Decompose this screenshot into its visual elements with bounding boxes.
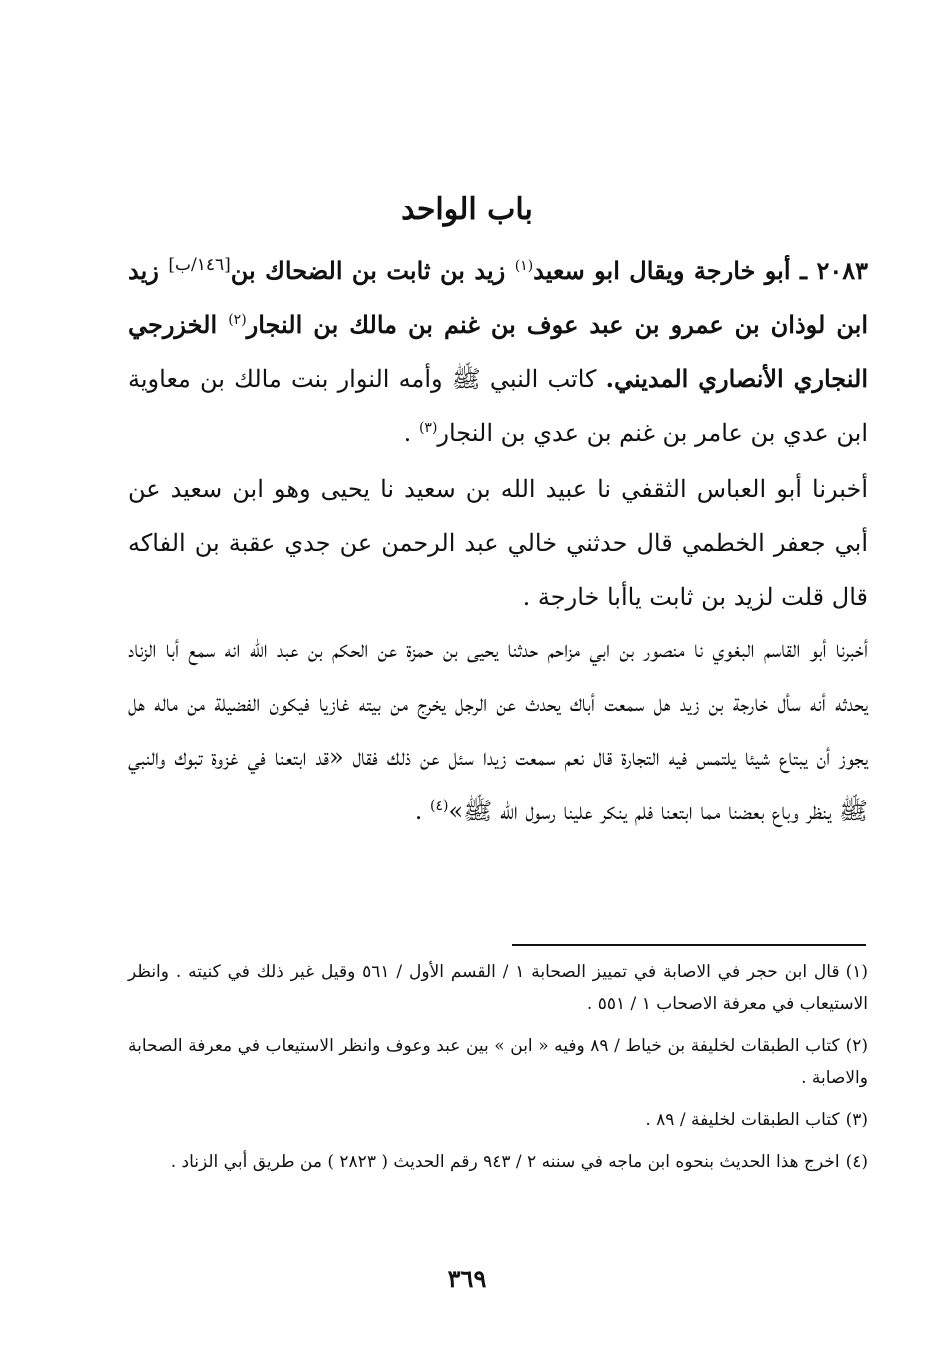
entry-end: . bbox=[403, 419, 419, 447]
footnote-text: كتاب الطبقات لخليفة / ٨٩ . bbox=[645, 1110, 840, 1130]
footnote-number: (٤) bbox=[845, 1152, 868, 1172]
footnote-3 bbox=[128, 1104, 868, 1136]
chapter-title: باب الواحد bbox=[401, 192, 533, 227]
hadith-paragraph-2-text: أخبرنا أبو القاسم البغوي نا منصور بن ابي مزاحم حدثنا يحيى بن حمزة عن الحكم بن عبد الله انه سمع أبا الزناد يحدثه أنه سأل خارجة بن زيد هل سمعت أباك يحدث عن الرجل يخرج من بيته غازيا فيكون الفضيلة من ماله هل يجوز أن يبتاع شيئا يلتمس فيه التجارة قال نعم سمعت زيدا سئل عن ذلك فقال «قد ابتعنا في غزوة تبوك والنبي ﷺ ينظر وباع بعضنا مما ابتعنا فلم ينكر علينا رسول الله ﷺ» bbox=[128, 635, 868, 825]
manuscript-folio-ref: [١٤٦/ب] bbox=[168, 255, 231, 275]
footnote-text: اخرج هذا الحديث بنحوه ابن ماجه في سننه ٢ / ٩٤٣ رقم الحديث ( ٢٨٢٣ ) من طريق أبي الزناد . bbox=[170, 1152, 840, 1172]
entry-description: كاتب النبي ﷺ وأمه النوار بنت مالك بن معاوية ابن عدي بن عامر بن غنم بن عدي بن النجار bbox=[128, 365, 868, 447]
footnote-ref-4: (٤) bbox=[430, 798, 449, 814]
footnote-text: كتاب الطبقات لخليفة بن خياط / ٨٩ وفيه « ابن » بين عبد وعوف وانظر الاستيعاب في معرفة الصحابة والاصابة . bbox=[128, 1036, 868, 1088]
footnote-separator bbox=[512, 944, 866, 946]
footnote-number: (٣) bbox=[845, 1110, 868, 1130]
footnote-ref-1: (١) bbox=[514, 258, 534, 274]
footnote-ref-3: (٣) bbox=[418, 420, 438, 436]
entry-name: زيد بن ثابت بن الضحاك بن bbox=[230, 256, 515, 285]
footnotes-list bbox=[128, 956, 868, 1188]
entry-lineage: زيد ابن لوذان بن عمرو بن عبد عوف بن غنم بن مالك بن النجار bbox=[128, 256, 869, 339]
entry-number-kunya: ٢٠٨٣ ـ أبو خارجة ويقال ابو سعيد bbox=[533, 256, 868, 285]
footnote-text: قال ابن حجر في الاصابة في تمييز الصحابة ١ / القسم الأول / ٥٦١ وقيل غير ذلك في كنيته . وانظر الاستيعاب في معرفة الاصحاب ١ / ٥٥١ . bbox=[128, 962, 868, 1014]
footnote-number: (٢) bbox=[845, 1036, 869, 1056]
footnote-4 bbox=[128, 1146, 868, 1178]
hadith-paragraph-1: أخبرنا أبو العباس الثقفي نا عبيد الله بن سعيد نا يحيى وهو ابن سعيد عن أبي جعفر الخطمي قال حدثني خالي عبد الرحمن عن جدي عقبة بن الفاكه قال قلت لزيد بن ثابت ياأبا خارجة . bbox=[128, 475, 868, 611]
footnote-1 bbox=[128, 956, 868, 1020]
entry-header bbox=[128, 244, 868, 460]
footnote-ref-2: (٢) bbox=[228, 312, 247, 328]
hadith-paragraph-2 bbox=[128, 622, 868, 838]
footnote-number: (١) bbox=[845, 962, 868, 982]
entry-nisba: الخزرجي النجاري الأنصاري المديني. bbox=[128, 310, 868, 393]
hadith-paragraph-2-end: . bbox=[414, 797, 431, 825]
footnote-2 bbox=[128, 1030, 868, 1094]
page-number: ٣٦٩ bbox=[447, 1264, 487, 1293]
